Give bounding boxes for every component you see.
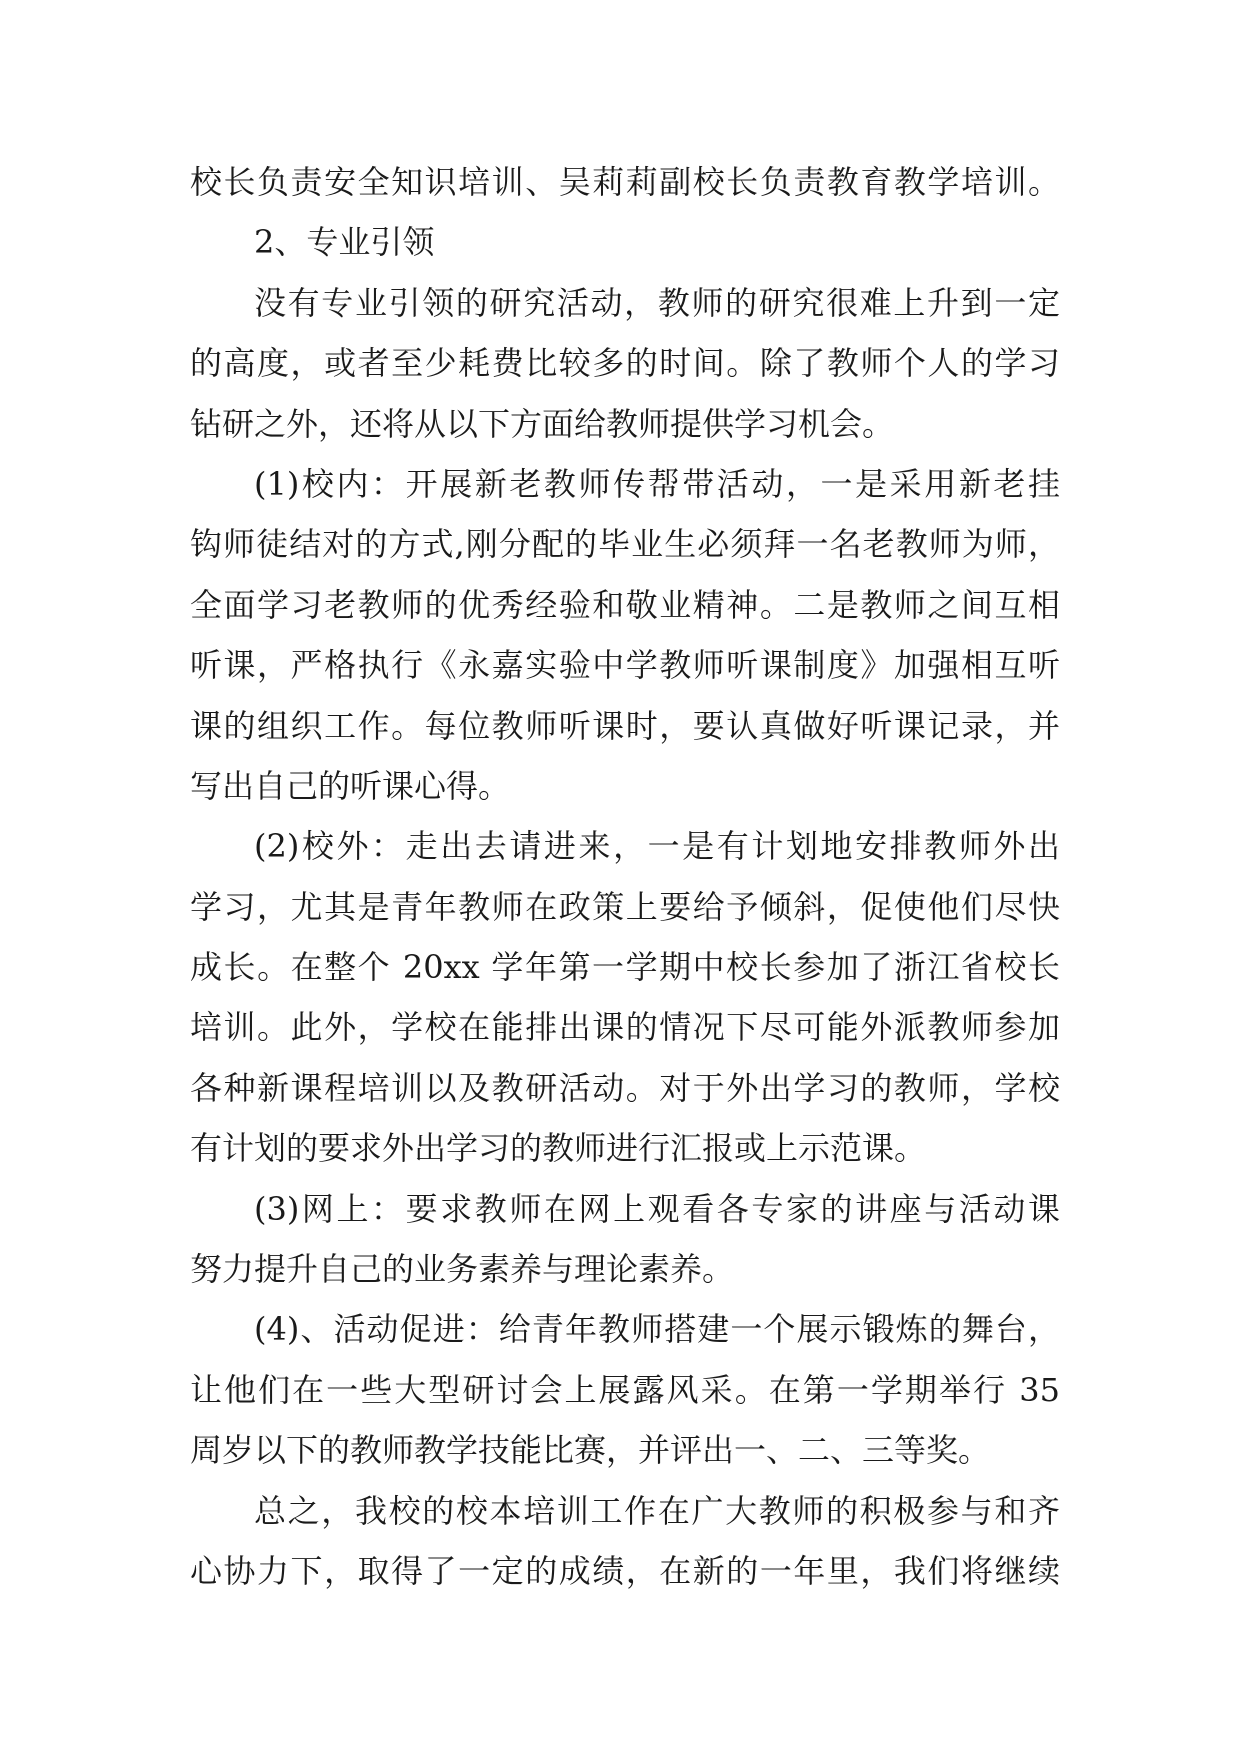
text-line: 全面学习老教师的优秀经验和敬业精神。二是教师之间互相 [190, 585, 1060, 624]
paragraph-first-line: 总之，我校的校本培训工作在广大教师的积极参与和齐 [254, 1491, 1060, 1530]
text-line: 写出自己的听课心得。 [190, 766, 511, 805]
text-line: 钻研之外，还将从以下方面给教师提供学习机会。 [190, 404, 895, 443]
text-line: 心协力下，取得了一定的成绩，在新的一年里，我们将继续 [190, 1551, 1060, 1590]
text-line: 有计划的要求外出学习的教师进行汇报或上示范课。 [190, 1129, 927, 1168]
text-line: 钩师徒结对的方式,刚分配的毕业生必须拜一名老教师为师， [190, 525, 1060, 564]
text-line: 课的组织工作。每位教师听课时，要认真做好听课记录，并 [190, 706, 1060, 745]
body-text [190, 152, 1060, 1601]
text-line: 成长。在整个 20xx 学年第一学期中校长参加了浙江省校长 [190, 948, 1060, 987]
text-line: 周岁以下的教师教学技能比赛，并评出一、二、三等奖。 [190, 1431, 991, 1470]
paragraph-first-line: (4)、活动促进：给青年教师搭建一个展示锻炼的舞台， [254, 1310, 1060, 1349]
paragraph-first-line: (1)校内：开展新老教师传帮带活动，一是采用新老挂 [254, 464, 1060, 503]
text-line: 培训。此外，学校在能排出课的情况下尽可能外派教师参加 [190, 1008, 1060, 1047]
paragraph-first-line: (3)网上：要求教师在网上观看各专家的讲座与活动课 [254, 1189, 1060, 1228]
text-line: 各种新课程培训以及教研活动。对于外出学习的教师，学校 [190, 1068, 1060, 1107]
text-line: 的高度，或者至少耗费比较多的时间。除了教师个人的学习 [190, 344, 1060, 383]
paragraph-first-line: 没有专业引领的研究活动，教师的研究很难上升到一定 [254, 283, 1060, 322]
text-line: 校长负责安全知识培训、吴莉莉副校长负责教育教学培训。 [190, 163, 1060, 201]
text-line: 听课，严格执行《永嘉实验中学教师听课制度》加强相互听 [190, 646, 1060, 685]
text-line: 学习，尤其是青年教师在政策上要给予倾斜，促使他们尽快 [190, 887, 1060, 926]
paragraph-first-line: (2)校外：走出去请进来，一是有计划地安排教师外出 [254, 827, 1060, 866]
text-line: 努力提升自己的业务素养与理论素养。 [190, 1250, 735, 1289]
section-heading: 2、专业引领 [254, 223, 435, 262]
text-line: 让他们在一些大型研讨会上展露风采。在第一学期举行 35 [190, 1370, 1060, 1409]
